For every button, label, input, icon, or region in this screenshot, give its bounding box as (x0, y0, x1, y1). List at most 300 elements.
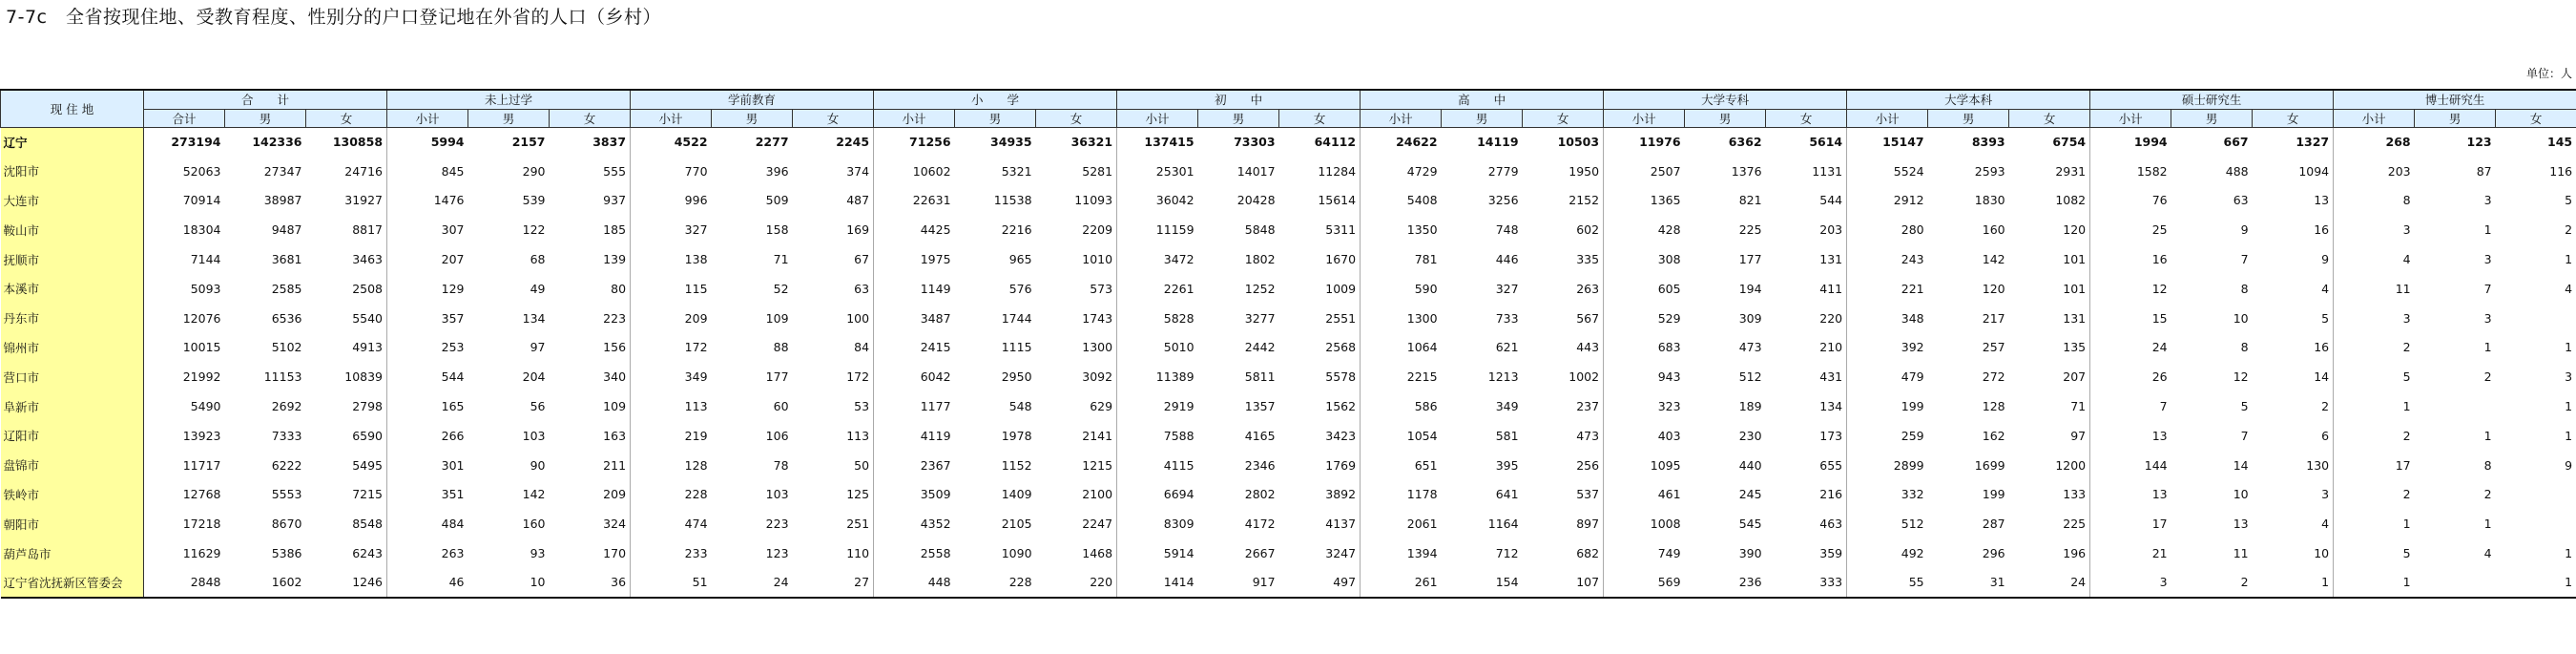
table-cell: 261 (1361, 568, 1442, 598)
table-cell: 11153 (263, 369, 302, 385)
table-cell: 1357 (1244, 399, 1276, 414)
table-cell: 1152 (1001, 457, 1032, 473)
table-cell: 156 (550, 333, 631, 363)
table-cell: 263 (1523, 274, 1604, 304)
table-cell: 3423 (1279, 421, 1361, 451)
table-cell: 2 (2496, 215, 2576, 244)
sub-header: 男 (1442, 109, 1523, 127)
group-header: 大学本科 (1847, 90, 2090, 109)
table-cell: 509 (765, 193, 789, 208)
table-cell: 1 (2496, 333, 2576, 363)
table-cell: 2779 (1487, 163, 1519, 179)
table-cell: 5914 (1163, 546, 1195, 561)
table-cell: 207 (441, 252, 465, 267)
table-row (1, 451, 2576, 480)
table-cell: 113 (684, 399, 708, 414)
table-cell: 10 (2233, 310, 2249, 326)
table-cell: 10015 (182, 340, 221, 355)
table-cell: 154 (1442, 568, 1523, 598)
table-cell: 2 (2483, 369, 2492, 385)
sub-header: 男 (1198, 109, 1279, 127)
table-cell: 897 (1523, 509, 1604, 538)
table-cell: 396 (765, 163, 789, 179)
table-cell: 349 (1495, 399, 1519, 414)
table-title: 7-7c 全省按现住地、受教育程度、性别分的户口登记地在外省的人口（乡村） (6, 7, 661, 28)
row-label: 朝阳市 (1, 509, 144, 538)
table-cell: 333 (1766, 568, 1847, 598)
table-cell: 245 (1738, 487, 1762, 502)
table-cell: 133 (2009, 480, 2090, 510)
table-cell: 446 (1495, 252, 1519, 267)
table-cell: 3 (2253, 480, 2334, 510)
table-cell: 348 (1901, 310, 1924, 326)
table-cell: 93 (530, 546, 546, 561)
sub-header: 小计 (631, 109, 712, 127)
table-cell: 97 (530, 340, 546, 355)
table-cell: 5828 (1163, 310, 1195, 326)
table-cell: 134 (1766, 391, 1847, 421)
table-cell: 770 (684, 163, 708, 179)
table-cell: 655 (1766, 451, 1847, 480)
table-cell: 2568 (1279, 333, 1361, 363)
table-cell: 8309 (1163, 517, 1195, 532)
table-cell: 335 (1523, 244, 1604, 274)
table-cell: 17218 (182, 517, 221, 532)
table-cell: 5 (2240, 399, 2249, 414)
table-cell: 272 (1982, 369, 2005, 385)
table-cell: 1 (2402, 399, 2411, 414)
table-cell: 357 (441, 310, 465, 326)
table-cell: 263 (441, 546, 465, 561)
row-label: 辽阳市 (1, 421, 144, 451)
table-cell: 2100 (1036, 480, 1117, 510)
table-cell: 5811 (1244, 369, 1276, 385)
table-cell: 13 (2151, 428, 2168, 443)
table-cell: 87 (2476, 163, 2492, 179)
sub-header: 女 (1523, 109, 1604, 127)
table-cell: 2848 (144, 568, 225, 598)
table-row (1, 568, 2576, 598)
group-header: 硕士研究生 (2090, 90, 2334, 109)
table-cell: 586 (1414, 399, 1438, 414)
table-cell: 2585 (271, 281, 302, 296)
table-cell: 219 (684, 428, 708, 443)
table-cell: 113 (793, 421, 874, 451)
table-cell: 996 (684, 193, 708, 208)
table-cell: 2152 (1523, 186, 1604, 216)
table-cell: 1414 (1117, 568, 1198, 598)
table-cell: 56 (530, 399, 546, 414)
table-cell: 411 (1766, 274, 1847, 304)
table-cell: 53 (793, 391, 874, 421)
table-cell: 2667 (1244, 546, 1276, 561)
table-cell: 100 (793, 304, 874, 333)
table-cell: 228 (955, 568, 1036, 598)
table-cell: 749 (1657, 546, 1681, 561)
table-cell: 172 (684, 340, 708, 355)
table-cell: 3 (2496, 362, 2576, 391)
table-cell: 512 (1901, 517, 1924, 532)
table-cell: 90 (530, 457, 546, 473)
table-cell: 1131 (1766, 157, 1847, 186)
table-cell: 5311 (1279, 215, 1361, 244)
table-cell: 22631 (912, 193, 951, 208)
table-cell: 24622 (1396, 135, 1438, 150)
table-cell: 359 (1766, 538, 1847, 568)
table-cell: 431 (1766, 362, 1847, 391)
table-cell: 1394 (1406, 546, 1438, 561)
table-cell: 1602 (225, 568, 306, 598)
table-cell: 1950 (1523, 157, 1604, 186)
table-cell: 36321 (1036, 127, 1117, 157)
table-cell: 223 (550, 304, 631, 333)
table-cell: 1115 (1001, 340, 1032, 355)
row-label: 鞍山市 (1, 215, 144, 244)
table-cell: 327 (684, 222, 708, 238)
table-cell: 17 (2151, 517, 2168, 532)
table-cell: 12 (2233, 369, 2249, 385)
table-cell: 21992 (182, 369, 221, 385)
table-cell: 16 (2151, 252, 2168, 267)
table-cell: 280 (1901, 222, 1924, 238)
table-cell: 138 (684, 252, 708, 267)
unit-label: 单位：人 (2525, 67, 2572, 80)
table-row (1, 244, 2576, 274)
table-cell: 27347 (263, 163, 302, 179)
table-cell: 2105 (1001, 517, 1032, 532)
table-cell: 7 (2483, 281, 2492, 296)
table-cell: 1 (2402, 517, 2411, 532)
table-cell: 1769 (1279, 451, 1361, 480)
group-header: 合 计 (144, 90, 387, 109)
table-cell: 5495 (306, 451, 387, 480)
table-cell: 50 (793, 451, 874, 480)
table-cell: 26 (2151, 369, 2168, 385)
table-cell: 5540 (306, 304, 387, 333)
table-cell: 1476 (433, 193, 465, 208)
row-label: 抚顺市 (1, 244, 144, 274)
table-cell (2496, 304, 2576, 333)
table-cell: 1830 (1974, 193, 2005, 208)
table-cell: 1670 (1279, 244, 1361, 274)
table-cell: 203 (2387, 163, 2411, 179)
table-cell: 64112 (1279, 127, 1361, 157)
table-cell: 4115 (1163, 457, 1195, 473)
table-cell: 12 (2151, 281, 2168, 296)
table-cell: 2 (2253, 391, 2334, 421)
table-cell: 162 (1982, 428, 2005, 443)
table-cell: 403 (1657, 428, 1681, 443)
table-cell: 1562 (1279, 391, 1361, 421)
table-cell: 71 (773, 252, 789, 267)
table-cell: 3892 (1279, 480, 1361, 510)
table-cell: 3 (2090, 568, 2171, 598)
table-cell: 290 (522, 163, 546, 179)
table-cell: 38987 (263, 193, 302, 208)
table-cell: 529 (1657, 310, 1681, 326)
table-cell: 10503 (1523, 127, 1604, 157)
table-cell: 11976 (1639, 135, 1681, 150)
table-cell: 1009 (1279, 274, 1361, 304)
table-cell: 2919 (1163, 399, 1195, 414)
table-cell: 204 (522, 369, 546, 385)
table-cell: 3509 (920, 487, 951, 502)
table-cell: 13 (2151, 487, 2168, 502)
table-cell: 24 (2009, 568, 2090, 598)
sub-header: 男 (468, 109, 550, 127)
table-cell: 177 (765, 369, 789, 385)
table-cell: 4 (2483, 546, 2492, 561)
table-cell: 2367 (920, 457, 951, 473)
data-table (0, 89, 2576, 599)
table-row (1, 215, 2576, 244)
group-header: 小 学 (874, 90, 1117, 109)
table-cell: 1164 (1487, 517, 1519, 532)
sub-header: 合计 (144, 109, 225, 127)
table-cell: 67 (793, 244, 874, 274)
table-cell: 1 (2483, 222, 2492, 238)
table-cell: 621 (1495, 340, 1519, 355)
table-row (1, 391, 2576, 421)
table-cell: 2141 (1036, 421, 1117, 451)
group-header: 初 中 (1117, 90, 1361, 109)
sub-header: 女 (306, 109, 387, 127)
table-cell: 641 (1495, 487, 1519, 502)
table-cell: 2950 (1001, 369, 1032, 385)
table-cell: 2 (2402, 428, 2411, 443)
table-cell: 209 (550, 480, 631, 510)
table-cell: 217 (1982, 310, 2005, 326)
table-cell: 544 (441, 369, 465, 385)
table-cell: 2209 (1036, 215, 1117, 244)
table-cell: 845 (441, 163, 465, 179)
table-cell: 216 (1766, 480, 1847, 510)
table-cell: 8670 (271, 517, 302, 532)
table-cell: 11093 (1036, 186, 1117, 216)
table-row (1, 362, 2576, 391)
table-cell: 5553 (271, 487, 302, 502)
table-cell: 1582 (2136, 163, 2168, 179)
table-cell: 137415 (1144, 135, 1195, 150)
table-cell: 545 (1738, 517, 1762, 532)
row-label: 大连市 (1, 186, 144, 216)
table-cell: 4119 (920, 428, 951, 443)
table-cell: 10839 (306, 362, 387, 391)
table-cell: 88 (773, 340, 789, 355)
group-header: 高 中 (1361, 90, 1604, 109)
table-cell: 2508 (306, 274, 387, 304)
table-cell: 2346 (1244, 457, 1276, 473)
table-cell: 340 (550, 362, 631, 391)
table-cell: 2551 (1279, 304, 1361, 333)
table-cell: 5 (2402, 546, 2411, 561)
table-cell: 488 (2225, 163, 2249, 179)
table-cell: 189 (1738, 399, 1762, 414)
table-cell: 11 (2233, 546, 2249, 561)
table-cell: 131 (1766, 244, 1847, 274)
table-cell: 8393 (1971, 135, 2005, 150)
table-cell: 172 (793, 362, 874, 391)
table-cell: 78 (773, 457, 789, 473)
table-cell: 4522 (674, 135, 708, 150)
table-cell: 1177 (920, 399, 951, 414)
table-cell: 5994 (430, 135, 465, 150)
table-cell: 1054 (1406, 428, 1438, 443)
table-cell: 1975 (920, 252, 951, 267)
table-cell: 3256 (1487, 193, 1519, 208)
table-cell: 52063 (182, 163, 221, 179)
table-cell: 3487 (920, 310, 951, 326)
table-cell: 2 (2171, 568, 2253, 598)
table-cell: 273194 (171, 135, 221, 150)
table-cell: 1468 (1036, 538, 1117, 568)
table-cell: 4425 (920, 222, 951, 238)
table-cell: 1327 (2253, 127, 2334, 157)
table-cell: 144 (2144, 457, 2168, 473)
table-cell: 1246 (306, 568, 387, 598)
sub-header: 男 (955, 109, 1036, 127)
table-cell: 682 (1523, 538, 1604, 568)
sub-header: 女 (2496, 109, 2576, 127)
table-cell: 122 (522, 222, 546, 238)
table-cell: 24 (712, 568, 793, 598)
table-cell: 2247 (1036, 509, 1117, 538)
table-cell: 16 (2253, 333, 2334, 363)
table-cell: 2802 (1244, 487, 1276, 502)
table-cell: 60 (773, 399, 789, 414)
table-cell: 309 (1738, 310, 1762, 326)
table-cell: 1095 (1650, 457, 1681, 473)
table-cell: 125 (793, 480, 874, 510)
table-cell: 1978 (1001, 428, 1032, 443)
table-cell: 9 (2496, 451, 2576, 480)
table-row (1, 274, 2576, 304)
table-cell: 16 (2253, 215, 2334, 244)
table-cell: 2061 (1406, 517, 1438, 532)
table-cell: 5524 (1893, 163, 1924, 179)
table-cell: 2277 (755, 135, 789, 150)
table-cell: 13 (2253, 186, 2334, 216)
table-cell: 2 (2402, 340, 2411, 355)
table-cell: 440 (1738, 457, 1762, 473)
table-cell: 6222 (271, 457, 302, 473)
sub-header: 男 (1685, 109, 1766, 127)
group-header: 未上过学 (387, 90, 631, 109)
table-cell: 123 (765, 546, 789, 561)
table-cell: 109 (765, 310, 789, 326)
table-cell: 6 (2253, 421, 2334, 451)
table-cell: 115 (684, 281, 708, 296)
table-row (1, 304, 2576, 333)
table-cell: 11284 (1279, 157, 1361, 186)
table-cell: 131 (2009, 304, 2090, 333)
table-cell: 68 (530, 252, 546, 267)
table-cell: 196 (2009, 538, 2090, 568)
table-cell: 3 (2483, 193, 2492, 208)
table-cell: 1252 (1244, 281, 1276, 296)
table-cell: 4729 (1406, 163, 1438, 179)
sub-header: 男 (1928, 109, 2009, 127)
table-cell: 55 (1847, 568, 1928, 598)
table-cell: 5578 (1279, 362, 1361, 391)
table-cell: 1 (2496, 391, 2576, 421)
table-cell: 4352 (920, 517, 951, 532)
sub-header: 小计 (1361, 109, 1442, 127)
table-cell: 1994 (2133, 135, 2168, 150)
table-cell: 221 (1901, 281, 1924, 296)
table-cell: 512 (1738, 369, 1762, 385)
table-cell: 107 (1523, 568, 1604, 598)
table-cell: 5386 (271, 546, 302, 561)
table-cell: 1 (2496, 568, 2576, 598)
table-cell: 1 (2483, 340, 2492, 355)
table-cell: 461 (1657, 487, 1681, 502)
table-cell: 225 (1738, 222, 1762, 238)
sub-header: 女 (2009, 109, 2090, 127)
table-cell: 11 (2395, 281, 2411, 296)
table-cell: 1365 (1650, 193, 1681, 208)
table-cell: 3472 (1163, 252, 1195, 267)
table-cell: 479 (1901, 369, 1924, 385)
table-cell: 52 (773, 281, 789, 296)
row-label: 盘锦市 (1, 451, 144, 480)
table-cell: 573 (1036, 274, 1117, 304)
table-cell: 6042 (920, 369, 951, 385)
group-header: 博士研究生 (2334, 90, 2576, 109)
table-cell: 203 (1766, 215, 1847, 244)
table-cell: 3 (2402, 222, 2411, 238)
table-cell: 5 (2402, 369, 2411, 385)
table-cell: 4 (2253, 274, 2334, 304)
table-cell: 1300 (1406, 310, 1438, 326)
table-cell: 2442 (1244, 340, 1276, 355)
table-cell: 7 (2240, 428, 2249, 443)
table-cell: 1743 (1036, 304, 1117, 333)
table-cell: 3 (2483, 310, 2492, 326)
table-cell: 492 (1901, 546, 1924, 561)
row-label: 锦州市 (1, 333, 144, 363)
table-cell: 14 (2233, 457, 2249, 473)
table-cell: 9 (2240, 222, 2249, 238)
row-label: 本溪市 (1, 274, 144, 304)
table-cell: 11538 (993, 193, 1032, 208)
table-cell: 474 (684, 517, 708, 532)
table-cell: 49 (530, 281, 546, 296)
table-cell: 63 (2233, 193, 2249, 208)
table-cell: 103 (522, 428, 546, 443)
table-cell: 5321 (1001, 163, 1032, 179)
table-cell: 11159 (1155, 222, 1195, 238)
header-row-groups (1, 90, 2576, 109)
table-cell: 163 (550, 421, 631, 451)
table-cell: 194 (1738, 281, 1762, 296)
table-cell: 36 (550, 568, 631, 598)
sub-header: 女 (1036, 109, 1117, 127)
table-cell: 2692 (271, 399, 302, 414)
table-cell: 5614 (1766, 127, 1847, 157)
table-cell: 4 (2402, 252, 2411, 267)
table-cell: 120 (1982, 281, 2005, 296)
table-cell: 199 (1982, 487, 2005, 502)
table-cell: 567 (1523, 304, 1604, 333)
table-cell: 11629 (182, 546, 221, 561)
table-cell: 9 (2253, 244, 2334, 274)
table-cell: 1 (2496, 244, 2576, 274)
table-cell: 129 (441, 281, 465, 296)
table-cell: 1802 (1244, 252, 1276, 267)
table-cell: 1010 (1036, 244, 1117, 274)
table-cell: 487 (793, 186, 874, 216)
